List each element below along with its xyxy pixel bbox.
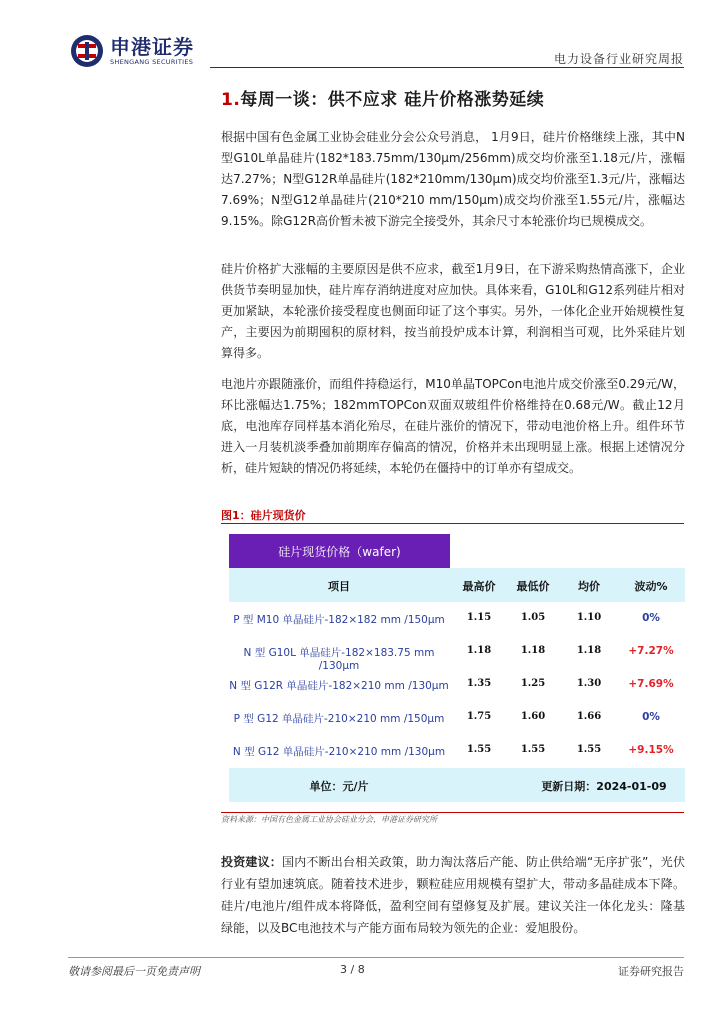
footer-doc-type: 证券研究报告 (618, 965, 684, 978)
row-avg-price: 1.18 (576, 645, 602, 656)
paragraph-supply-demand: 硅片价格扩大涨幅的主要原因是供不应求，截至1月9日，在下游采购热情高涨下，企业供货节奏明显加快，硅片库存消纳进度对应加快。具体来看，G10L和G12系列硅片相对更加紧缺，本轮涨价接受程度也侧面印证了这个事实。另外，一体化企业开始规模性复产，主要因为前期囤积的原材料，按当前投炉成本计算，利润相当可观，比外采硅片划算得多。 (221, 262, 685, 360)
row-change: +7.69% (628, 678, 674, 690)
row-product-name: N 型 G12 单晶硅片-210×210 mm /130μm (232, 746, 446, 758)
row-high-price: 1.35 (466, 678, 492, 689)
table-update-date: 更新日期：2024-01-09 (541, 780, 667, 793)
row-product-name: N 型 G12R 单晶硅片-182×210 mm /130μm (229, 680, 449, 692)
row-change: +9.15% (628, 744, 674, 756)
logo-chinese-name: 申港证券 (110, 35, 194, 59)
column-header-change: 波动% (634, 580, 668, 593)
table-header-row (229, 568, 685, 602)
row-product-name: N 型 G10L 单晶硅片-182×183.75 mm /130μm (243, 647, 435, 672)
row-low-price: 1.55 (520, 744, 546, 755)
table-row (229, 701, 685, 735)
table-tab-label: 硅片现货价格（wafer) (229, 534, 450, 568)
row-avg-price: 1.55 (576, 744, 602, 755)
shengang-logo-icon (70, 34, 104, 68)
row-low-price: 1.60 (520, 711, 546, 722)
advice-lead: 投资建议： (221, 855, 282, 869)
paragraph-cell-module: 电池片亦跟随涨价，而组件持稳运行，M10单晶TOPCon电池片成交价涨至0.29元/W，环比涨幅达1.75%；182mmTOPCon双面双玻组件价格维持在0.68元/W。截止12月底，电池库存同样基本消化殆尽，在硅片涨价的情况下，带动电池价格上升。组件环节进入一月装机淡季叠加前期库存偏高的情况，价格并未出现明显上涨。根据上述情况分析，硅片短缺的情况仍将延续，本轮仍在僵持中的订单亦有望成交。 (221, 377, 685, 475)
source-divider (221, 812, 684, 813)
table-row (229, 602, 685, 636)
row-low-price: 1.25 (520, 678, 546, 689)
row-low-price: 1.05 (520, 612, 546, 623)
row-avg-price: 1.30 (576, 678, 602, 689)
row-high-price: 1.55 (466, 744, 492, 755)
row-high-price: 1.15 (466, 612, 492, 623)
column-header-avg: 均价 (578, 580, 600, 593)
section-title-text: 每周一谈：供不应求 硅片价格涨势延续 (240, 90, 545, 110)
column-header-high: 最高价 (462, 580, 496, 593)
column-header-low: 最低价 (516, 580, 550, 593)
logo-english-name: SHENGANG SECURITIES (110, 58, 194, 66)
table-row (229, 734, 685, 768)
row-avg-price: 1.66 (576, 711, 602, 722)
row-product-name: P 型 G12 单晶硅片-210×210 mm /150μm (233, 713, 445, 725)
page-number: 3 / 8 (340, 963, 365, 976)
paragraph-wafer-price: 根据中国有色金属工业协会硅业分会公众号消息， 1月9日，硅片价格继续上涨，其中N型G10L单晶硅片(182*183.75mm/130μm/256mm)成交均价涨至1.18元/片，涨幅达7.27%；N型G12R单晶硅片(182*210mm/130μm)成交均价涨至1.3元/片，涨幅达7.69%；N型G12单晶硅片(210*210 mm/150μm)成交均价涨至1.55元/片，涨幅达9.15%。除G12R高价暂未被下游完全接受外，其余尺寸本轮涨价均已规模成交。 (221, 130, 685, 228)
header-divider (210, 67, 684, 68)
row-change: +7.27% (628, 645, 674, 657)
table-row (229, 668, 685, 702)
table-footer-row (229, 768, 685, 802)
table-row (229, 635, 685, 672)
wafer-price-table (229, 534, 685, 805)
row-product-name: P 型 M10 单晶硅片-182×182 mm /150μm (233, 614, 445, 626)
footer-disclaimer: 敬请参阅最后一页免责声明 (68, 965, 200, 978)
row-change: 0% (642, 612, 660, 624)
column-header-item: 项目 (328, 580, 350, 593)
company-logo (70, 34, 194, 68)
figure-title-divider (221, 523, 684, 524)
footer-divider (68, 957, 684, 958)
figure-title: 图1：硅片现货价 (221, 509, 306, 522)
investment-advice (221, 851, 685, 939)
section-title (221, 85, 544, 110)
advice-text: 国内不断出台相关政策，助力淘汰落后产能、防止供给端“无序扩张”，光伏行业有望加速筑底。随着技术进步，颗粒硅应用规模有望扩大，带动多晶硅成本下降。硅片/电池片/组件成本将降低，盈利空间有望修复及扩展。建议关注一体化龙头：隆基绿能，以及BC电池技术与产能方面布局较为领先的企业：爱旭股份。 (221, 855, 685, 935)
report-type: 电力设备行业研究周报 (553, 52, 684, 66)
page-header (0, 0, 724, 70)
section-number: 1. (221, 90, 241, 110)
figure-source: 资料来源：中国有色金属工业协会硅业分会，申港证券研究所 (221, 815, 437, 824)
row-change: 0% (642, 711, 660, 723)
row-low-price: 1.18 (520, 645, 546, 656)
row-high-price: 1.18 (466, 645, 492, 656)
table-unit-label: 单位：元/片 (309, 780, 369, 793)
row-high-price: 1.75 (466, 711, 492, 722)
row-avg-price: 1.10 (576, 612, 602, 623)
